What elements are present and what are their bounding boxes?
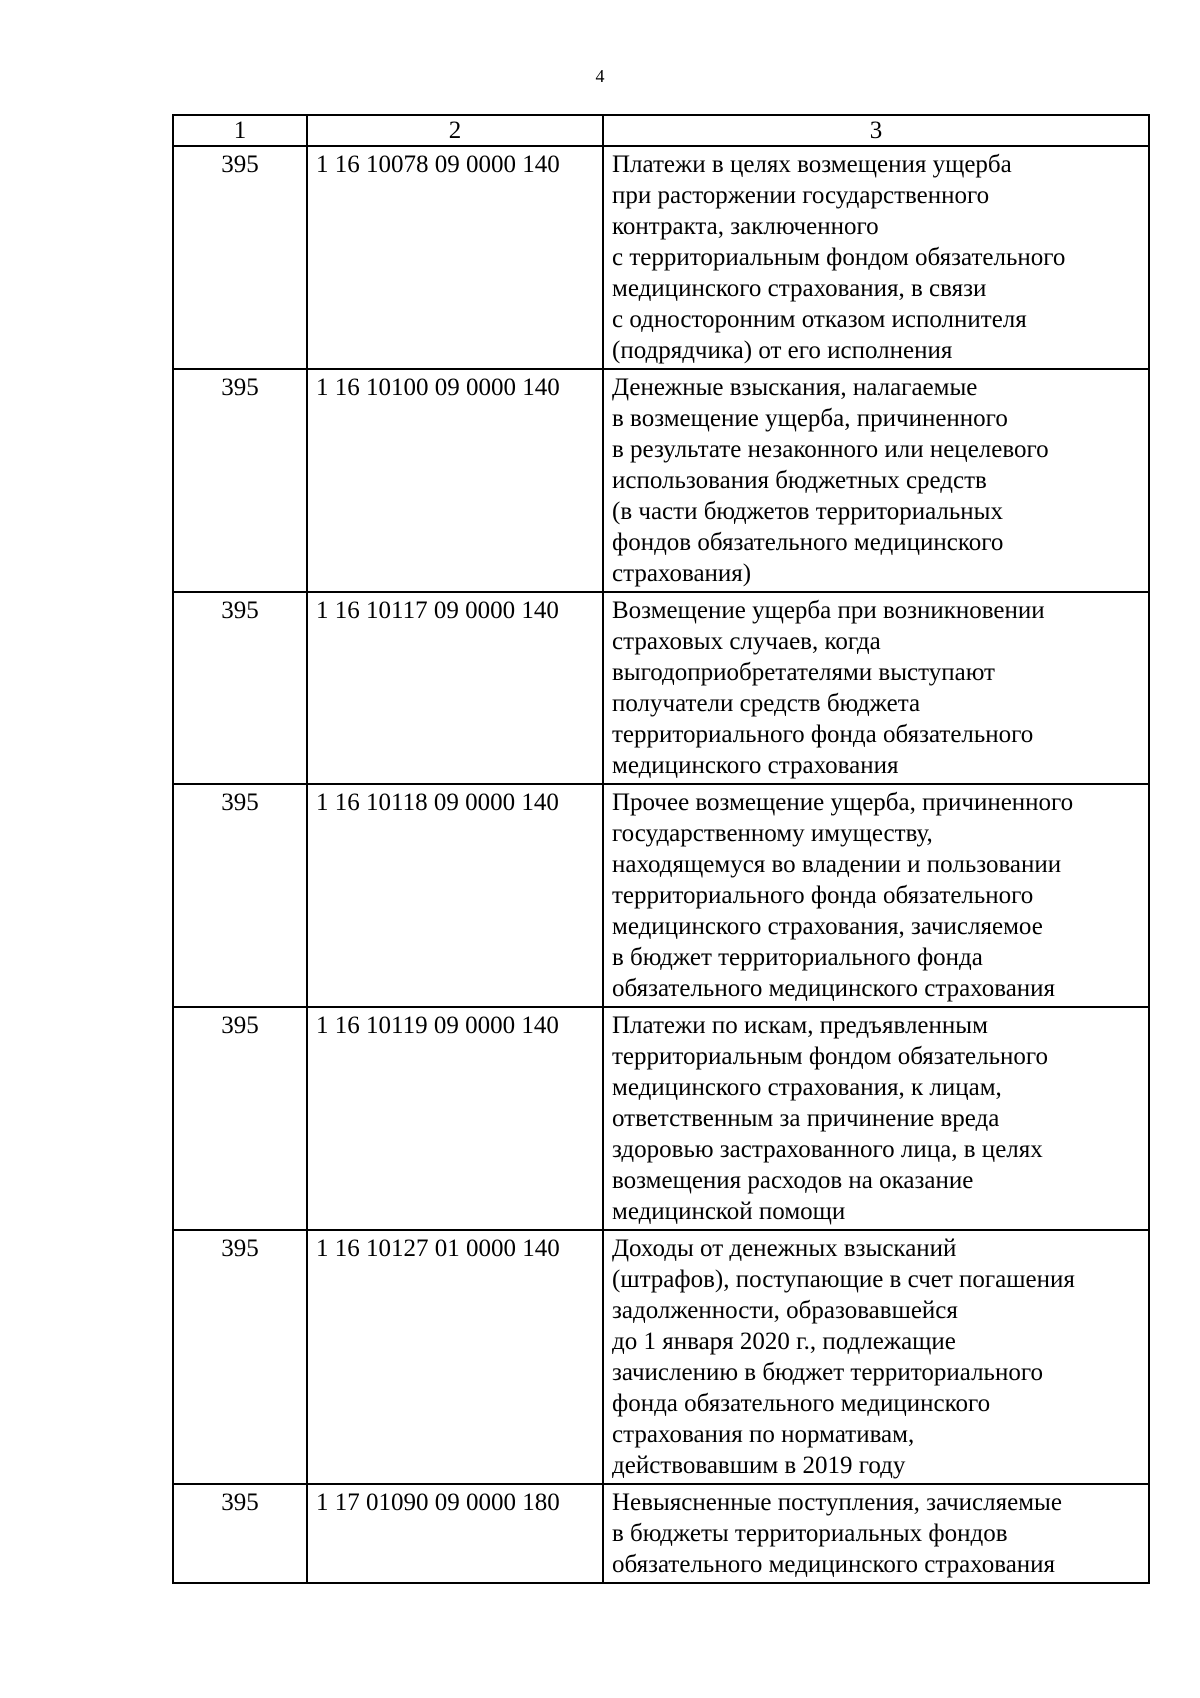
income-name-line: государственному имуществу, bbox=[612, 820, 933, 847]
income-name-line: (подрядчика) от его исполнения bbox=[612, 337, 953, 364]
income-name-line: действовавшим в 2019 году bbox=[612, 1452, 906, 1479]
income-name-line: ответственным за причинение вреда bbox=[612, 1105, 1000, 1132]
table-row bbox=[173, 1230, 1149, 1484]
income-name-line: с территориальным фондом обязательного bbox=[612, 244, 1066, 271]
income-name-line: Доходы от денежных взысканий bbox=[612, 1235, 957, 1262]
income-name-line: страхования) bbox=[612, 560, 752, 587]
income-name-line: в результате незаконного или нецелевого bbox=[612, 436, 1049, 463]
income-name-line: задолженности, образовавшейся bbox=[612, 1297, 958, 1324]
budget-classification-code-cell: 1 16 10078 09 0000 140 bbox=[307, 146, 603, 369]
income-name-cell bbox=[603, 784, 1149, 1007]
budget-classification-code-cell: 1 17 01090 09 0000 180 bbox=[307, 1484, 603, 1583]
admin-code-cell: 395 bbox=[173, 784, 307, 1007]
income-name-line: территориального фонда обязательного bbox=[612, 721, 1034, 748]
column-header-2: 2 bbox=[307, 115, 603, 146]
income-name-line: в бюджет территориального фонда bbox=[612, 944, 983, 971]
income-name-line: Платежи в целях возмещения ущерба bbox=[612, 151, 1012, 178]
column-header-1: 1 bbox=[173, 115, 307, 146]
income-name-line: в возмещение ущерба, причиненного bbox=[612, 405, 1008, 432]
admin-code-cell: 395 bbox=[173, 1484, 307, 1583]
income-name-line: Возмещение ущерба при возникновении bbox=[612, 597, 1045, 624]
income-name-line: здоровью застрахованного лица, в целях bbox=[612, 1136, 1043, 1163]
budget-classification-code-cell: 1 16 10118 09 0000 140 bbox=[307, 784, 603, 1007]
income-name-line: зачислению в бюджет территориального bbox=[612, 1359, 1043, 1386]
income-name-cell bbox=[603, 1007, 1149, 1230]
table-row bbox=[173, 1007, 1149, 1230]
column-header-3: 3 bbox=[603, 115, 1149, 146]
income-name-line: медицинского страхования, к лицам, bbox=[612, 1074, 1002, 1101]
budget-classification-code-cell: 1 16 10119 09 0000 140 bbox=[307, 1007, 603, 1230]
income-name-line: (в части бюджетов территориальных bbox=[612, 498, 1003, 525]
income-name-line: страховых случаев, когда bbox=[612, 628, 881, 655]
income-name-cell bbox=[603, 369, 1149, 592]
income-name-line: медицинского страхования bbox=[612, 752, 899, 779]
income-name-line: до 1 января 2020 г., подлежащие bbox=[612, 1328, 956, 1355]
income-name-line: медицинского страхования, зачисляемое bbox=[612, 913, 1043, 940]
income-name-line: обязательного медицинского страхования bbox=[612, 1551, 1056, 1578]
income-name-line: Платежи по искам, предъявленным bbox=[612, 1012, 988, 1039]
admin-code-cell: 395 bbox=[173, 146, 307, 369]
table-row bbox=[173, 146, 1149, 369]
income-name-line: медицинской помощи bbox=[612, 1198, 846, 1225]
income-name-line: медицинского страхования, в связи bbox=[612, 275, 987, 302]
income-name-cell bbox=[603, 1230, 1149, 1484]
income-name-line: при расторжении государственного bbox=[612, 182, 990, 209]
income-name-line: находящемуся во владении и пользовании bbox=[612, 851, 1062, 878]
admin-code-cell: 395 bbox=[173, 1230, 307, 1484]
income-name-line: использования бюджетных средств bbox=[612, 467, 987, 494]
income-name-cell bbox=[603, 592, 1149, 784]
income-name-line: Денежные взыскания, налагаемые bbox=[612, 374, 978, 401]
admin-code-cell: 395 bbox=[173, 1007, 307, 1230]
table-row bbox=[173, 1484, 1149, 1583]
admin-code-cell: 395 bbox=[173, 369, 307, 592]
income-name-cell bbox=[603, 146, 1149, 369]
income-name-line: фондов обязательного медицинского bbox=[612, 529, 1004, 556]
income-name-line: Невыясненные поступления, зачисляемые bbox=[612, 1489, 1062, 1516]
income-name-line: Прочее возмещение ущерба, причиненного bbox=[612, 789, 1074, 816]
income-name-line: в бюджеты территориальных фондов bbox=[612, 1520, 1008, 1547]
table-row bbox=[173, 369, 1149, 592]
table-body bbox=[173, 146, 1149, 1583]
table-row bbox=[173, 592, 1149, 784]
budget-classification-code-cell: 1 16 10100 09 0000 140 bbox=[307, 369, 603, 592]
income-name-line: фонда обязательного медицинского bbox=[612, 1390, 991, 1417]
income-name-line: контракта, заключенного bbox=[612, 213, 879, 240]
income-name-line: с односторонним отказом исполнителя bbox=[612, 306, 1027, 333]
income-name-line: обязательного медицинского страхования bbox=[612, 975, 1056, 1002]
budget-classification-code-cell: 1 16 10127 01 0000 140 bbox=[307, 1230, 603, 1484]
income-name-cell bbox=[603, 1484, 1149, 1583]
income-name-line: территориального фонда обязательного bbox=[612, 882, 1034, 909]
income-name-line: (штрафов), поступающие в счет погашения bbox=[612, 1266, 1075, 1293]
budget-classification-code-cell: 1 16 10117 09 0000 140 bbox=[307, 592, 603, 784]
income-name-line: получатели средств бюджета bbox=[612, 690, 921, 717]
income-name-line: страхования по нормативам, bbox=[612, 1421, 915, 1448]
income-name-line: выгодоприобретателями выступают bbox=[612, 659, 995, 686]
income-name-line: территориальным фондом обязательного bbox=[612, 1043, 1049, 1070]
page-number: 4 bbox=[595, 66, 605, 86]
income-codes-table bbox=[172, 114, 1150, 1584]
table-header-row bbox=[173, 115, 1149, 146]
admin-code-cell: 395 bbox=[173, 592, 307, 784]
table-row bbox=[173, 784, 1149, 1007]
income-name-line: возмещения расходов на оказание bbox=[612, 1167, 974, 1194]
